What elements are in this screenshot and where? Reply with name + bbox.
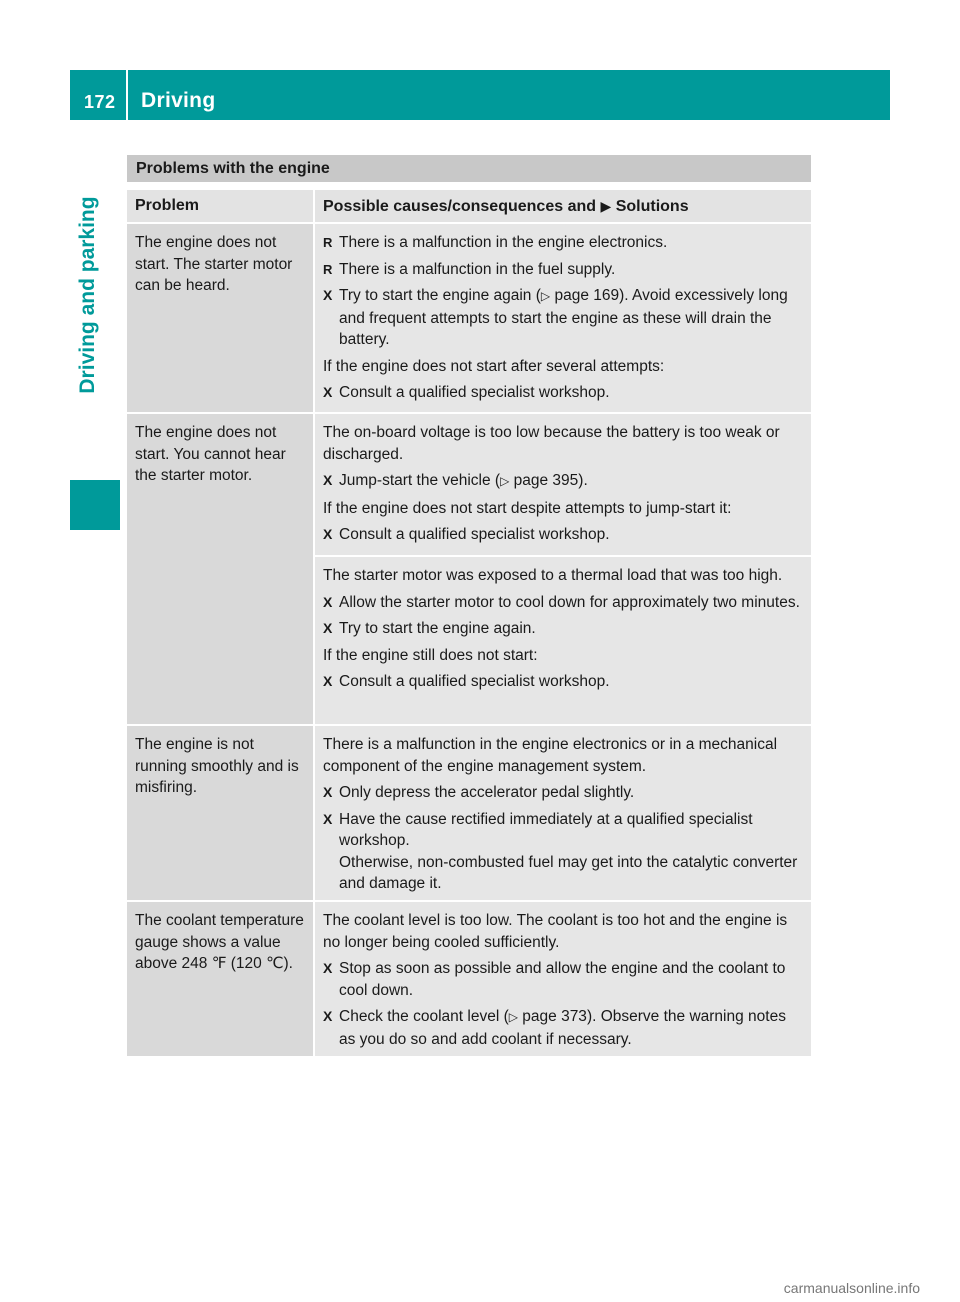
action-x-icon: X [323, 593, 333, 610]
action-x-icon: X [323, 287, 333, 303]
problem-text: The coolant temperature gauge shows a value above 248 ℉ (120 ℃). [135, 912, 304, 972]
page-reference[interactable]: page 373 [522, 1008, 587, 1025]
bullet-icon: R [323, 235, 333, 250]
table-title: Problems with the engine [127, 155, 811, 182]
paragraph: The starter motor was exposed to a thermal load that was too high. [323, 567, 783, 584]
paragraph: The coolant level is too low. The coolant is too hot and the engine is no longer being cooled sufficiently. [323, 912, 788, 951]
page-ref-icon: ▷ [540, 289, 551, 303]
bullet-item: R There is a malfunction in the fuel supply. [323, 259, 803, 281]
action-x-icon: X [323, 472, 333, 488]
action-step: X Consult a qualified specialist workshop. [323, 524, 803, 546]
column-header-solutions-post: Solutions [615, 198, 689, 215]
paragraph: If the engine does not start despite attempts to jump-start it: [323, 499, 732, 517]
action-step: X Allow the starter motor to cool down for approximately two minutes. [323, 592, 803, 614]
action-x-icon: X [323, 1008, 333, 1024]
column-header-solutions [315, 190, 811, 222]
action-x-icon: X [323, 384, 333, 400]
header-divider [126, 70, 128, 120]
action-note: Otherwise, non-combusted fuel may get into the catalytic converter and damage it. [339, 853, 798, 892]
action-step: X Stop as soon as possible and allow the engine and the coolant to cool down. [323, 960, 786, 999]
action-step: X Only depress the accelerator pedal slightly. [323, 782, 803, 804]
problem-text: The engine does not start. You cannot hear the starter motor. [135, 424, 286, 484]
action-step: X Check the coolant level (▷ page 373). Observe the warning notes as you do so and add coolant if necessary. [323, 1008, 786, 1048]
solution-cell-3 [315, 726, 811, 900]
bullet-icon: R [323, 261, 333, 277]
solution-cell-4 [315, 902, 811, 1056]
problem-text: The engine is not running smoothly and is misfiring. [135, 736, 299, 796]
action-x-icon: X [323, 810, 333, 827]
page-reference[interactable]: page 395 [513, 472, 579, 489]
action-arrow-icon: ▶ [600, 198, 612, 214]
action-step: X Consult a qualified specialist workshop. [323, 382, 803, 404]
chapter-title: Driving [141, 89, 216, 112]
action-step: X Try to start the engine again (▷ page 169). Avoid excessively long and frequent attempts to start the engine as these will drain the battery. [323, 287, 788, 348]
page-reference[interactable]: page 169 [554, 287, 620, 304]
paragraph: If the engine does not start after several attempts: [323, 357, 665, 375]
bullet-item: R There is a malfunction in the engine electronics. [323, 232, 803, 254]
solution-cell-2a [315, 414, 811, 555]
page-ref-icon: ▷ [508, 1010, 518, 1024]
problem-cell-4 [127, 902, 313, 1056]
column-header-solutions-pre: Possible causes/consequences and [323, 198, 597, 215]
paragraph: If the engine still does not start: [323, 646, 538, 664]
side-section-label: Driving and parking [76, 196, 99, 394]
action-step: X Try to start the engine again. [323, 618, 803, 640]
watermark-text: carmanualsonline.info [783, 1280, 920, 1296]
action-x-icon: X [323, 620, 333, 636]
action-x-icon: X [323, 526, 333, 542]
problem-text: The engine does not start. The starter motor can be heard. [135, 234, 293, 294]
page-ref-icon: ▷ [500, 474, 510, 488]
paragraph: There is a malfunction in the engine electronics or in a mechanical component of the engine management system. [323, 736, 778, 775]
action-x-icon: X [323, 960, 333, 976]
solution-cell-1 [315, 224, 811, 412]
column-header-problem: Problem [127, 190, 313, 222]
side-section-marker [70, 480, 120, 530]
action-x-icon: X [323, 673, 333, 689]
problem-cell-1 [127, 224, 313, 412]
action-step: X Have the cause rectified immediately at a qualified specialist workshop. Otherwise, non-combusted fuel may get into the catalytic converter and damage it. [323, 810, 798, 892]
action-step: X Jump-start the vehicle (▷ page 395). [323, 470, 803, 493]
action-step: X Consult a qualified specialist workshop. [323, 671, 803, 693]
problem-cell-3 [127, 726, 313, 900]
action-x-icon: X [323, 784, 333, 800]
problem-cell-2 [127, 414, 313, 724]
solution-cell-2b [315, 557, 811, 724]
page-number: 172 [84, 92, 116, 112]
paragraph: The on-board voltage is too low because the battery is too weak or discharged. [323, 424, 780, 463]
